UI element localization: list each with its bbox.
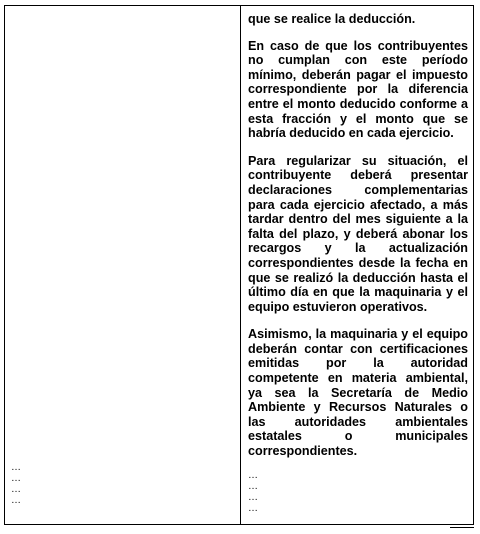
left-column [5, 6, 240, 524]
comparison-table [4, 5, 474, 525]
ellipsis-line: … [248, 492, 258, 503]
paragraph-2: En caso de que los contribuyentes no cumplan con este período mínimo, deberán pagar el impuesto correspondiente por la diferencia entre el monto deducido conforme a esta fracción y el monto que se habría deducido en cada ejercicio. [248, 38, 468, 141]
ellipsis-line: … [11, 484, 21, 495]
ellipsis-line: … [248, 470, 258, 481]
ellipsis-line: … [11, 495, 21, 506]
right-column-text [248, 12, 468, 472]
left-ellipsis-list [11, 462, 21, 506]
ellipsis-line: … [11, 473, 21, 484]
ellipsis-line: … [248, 481, 258, 492]
ellipsis-line: … [11, 462, 21, 473]
right-ellipsis-list [248, 470, 258, 514]
paragraph-4: Asimismo, la maquinaria y el equipo deberán contar con certificaciones emitidas por la autoridad competente en materia ambiental, ya sea la Secretaría de Medio Ambiente y Recursos Naturales o las autoridades ambientales estatales o municipales correspondientes. [248, 327, 468, 459]
right-column [241, 6, 473, 524]
ellipsis-line: … [248, 503, 258, 514]
bottom-rule [450, 527, 474, 528]
paragraph-3: Para regularizar su situación, el contribuyente deberá presentar declaraciones complementarias para cada ejercicio afectado, a más tardar dentro del mes siguiente a la falta del plazo, y deberá abonar los recargos y la actualización correspondientes desde la fecha en que se realizó la deducción hasta el último día en que la maquinaria y el equipo estuvieron operativos. [248, 153, 468, 314]
paragraph-1: que se realice la deducción. [248, 12, 416, 26]
